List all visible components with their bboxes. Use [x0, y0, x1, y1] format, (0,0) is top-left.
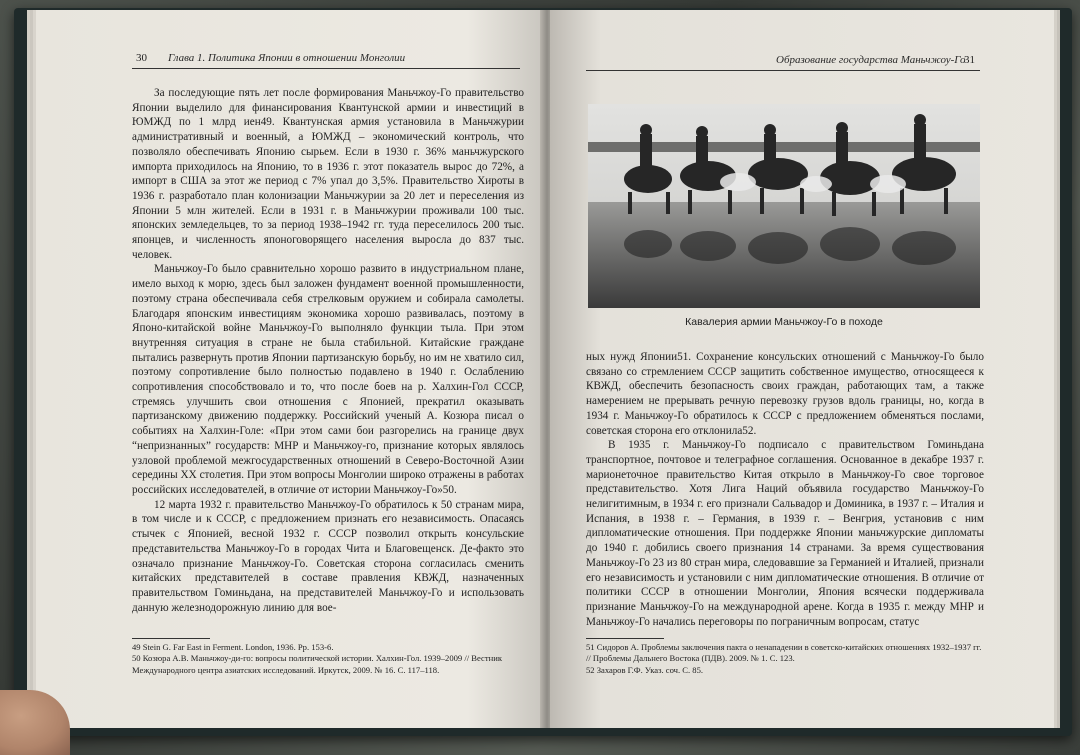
left-paragraph-3: 12 марта 1932 г. правительство Маньчжоу-Го обратилось к 50 странам мира, в том числе и к СССР, с предложением признать его независимость. Опасаясь стычек с Японией, весной 1932 г. СССР позволил открыть консульские представительства Маньчжоу-Го в городах Чита и Благовещенск. Де-факто это означало признание Маньчжоу-Го. Советская сторона согласилась сменить китайских представителей в составе правления КВЖД, назначенных правительством Гоминьдана, на представителей Маньчжоу-Го и использовать данную железнодорожную линию для вое-: [132, 498, 524, 614]
left-footnotes: [132, 642, 524, 676]
right-footnote-rule: [586, 638, 664, 639]
photo-caption: Кавалерия армии Маньчжоу-Го в походе: [685, 316, 883, 328]
left-header-rule: [132, 68, 520, 69]
right-paragraph-2: В 1935 г. Маньчжоу-Го подписало с правительством Гоминьдана транспортное, почтовое и телеграфное соглашения. Основанное в декабре 1937 г. марионеточное правительство Китая открыло в Маньчжоу-Го свое торговое представительство. Хотя Лига Наций объявила государство Маньчжоу-Го нелигитимным, в 1934 г. его признали Сальвадор и Доминика, в 1937 г. – Италия и Испания, в 1938 г. – Германия, в 1939 г. – Венгрия, установив с ним дипломатические отношения. При поддержке Японии маньчжурские дипломаты до 1940 г. добились своего признания 14 странами. За время существования Маньчжоу-Го 23 из 80 стран мира, следовавшие за Германией и Италией, признали его независимость и установили с ним дипломатические отношения. В отличие от политики СССР в отношении Монголии, Япония всячески поддерживала признание Маньчжоу-Го на международной арене. Когда в 1935 г. между МНР и Маньчжоу-Го начались переговоры по пограничным вопросам, статус: [586, 439, 984, 628]
cavalry-photo: [588, 104, 980, 308]
left-paragraph-1: За последующие пять лет после формирования Маньчжоу-Го правительство Японии выделило для финансирования Квантунской армии и инвестиций в ЮМЖД по 1 млрд иен49. Квантунская армия установила в Маньчжурии административный и военный, а ЮМЖД – экономический контроль, что позволяло обеспечивать Японию сырьем. Если в 1930 г. 36% маньчжурского импорта приходилось на Японию, то в 1936 г. этот показатель вырос до 72%, а импорт в США за этот же период с 7% упал до 3,5%. Правительство Хироты в 1936 г. разработало план колонизации Маньчжурии за 20 лет и переселения из Японии 5 млн жителей. Если в 1931 г. в Маньчжурии проживали 100 тыс. японских земледельцев, то за период 1938–1942 гг. туда переселилось 200 тыс. японцев, и численность японоговорящего населения выросла до 837 тыс. человек.: [132, 87, 524, 261]
footnote-49: 49 Stein G. Far East in Ferment. London, 1936. Pp. 153-6.: [132, 642, 334, 652]
right-header-rule: [586, 70, 980, 71]
left-running-head: Глава 1. Политика Японии в отношении Монголии: [168, 52, 406, 64]
right-page-number: 31: [964, 54, 975, 66]
right-running-head: Образование государства Маньчжоу-Го: [776, 54, 966, 66]
footnote-52: 52 Захаров Г.Ф. Указ. соч. С. 85.: [586, 664, 704, 675]
left-page-number: 30: [136, 52, 147, 64]
left-page: [36, 10, 544, 728]
right-page: [550, 10, 1054, 728]
footnote-50: 50 Козюра А.В. Маньчжоу-ди-го: вопросы политической истории. Халхин-Гол. 1939–2009 // Вестник Международного центра азиатских исследований. Иркутск, 2009. № 16. С. 117–118.: [132, 653, 502, 675]
left-paragraph-2: Маньчжоу-Го было сравнительно хорошо развито в индустриальном плане, имело выход к морю, здесь был заложен фундамент военной промышленности, поэтому страна обеспечивала себя стрелковым оружием и собирала самолеты. Благодаря японским инвестициям экономика хорошо развивалась, поэтому в Японо-китайской войне Маньчжоу-Го выполняло функции тыла. При этом внутренняя ситуация в стране не была стабильной. Китайские граждане пытались развернуть против Японии партизанскую борьбу, но им не хватило сил, поэтому сопротивление было полностью подавлено в 1940 г. Ослаблению сопротивления способствовало и то, что после боев на р. Халхин-Гол СССР, стремясь улучшить свои отношения с Японией, прекратил оказывать партизанскому движению поддержку. Российский ученый А. Козюра писал о событиях на Халхин-Голе: «При этом сами бои разгорелись на границе двух “непризнанных” государств: МНР и Маньчжоу-го, признание которых являлось узловой проблемой межгосударственных отношений в Северо-Восточной Азии середины XX столетия. При этом вопросы Монголии широко отражены в работах российских исследователей, в отличие от истории Маньчжоу-Го»50.: [132, 263, 524, 496]
footnote-51: 51 Сидоров А. Проблемы заключения пакта о ненападении в советско-китайских отношениях 1932–1937 гг. // Проблемы Дальнего Востока (ПДВ). 2009. № 1. С. 123.: [586, 642, 982, 664]
right-body-text: [586, 350, 984, 629]
left-body-text: [132, 86, 524, 615]
right-paragraph-1: ных нужд Японии51. Сохранение консульских отношений с Маньчжоу-Го было связано со стремлением СССР защитить собственное имущество, относящееся к КВЖД, обеспечить безопасность своих граждан, работающих там, а также намерением не прерывать речную перевозку грузов вдоль границы, но, когда в 1934 г. Маньчжоу-Го обратилось к СССР с предложением обменяться послами, советская сторона его отклонила52.: [586, 351, 984, 437]
left-footnote-rule: [132, 638, 210, 639]
right-footnotes: [586, 642, 984, 676]
